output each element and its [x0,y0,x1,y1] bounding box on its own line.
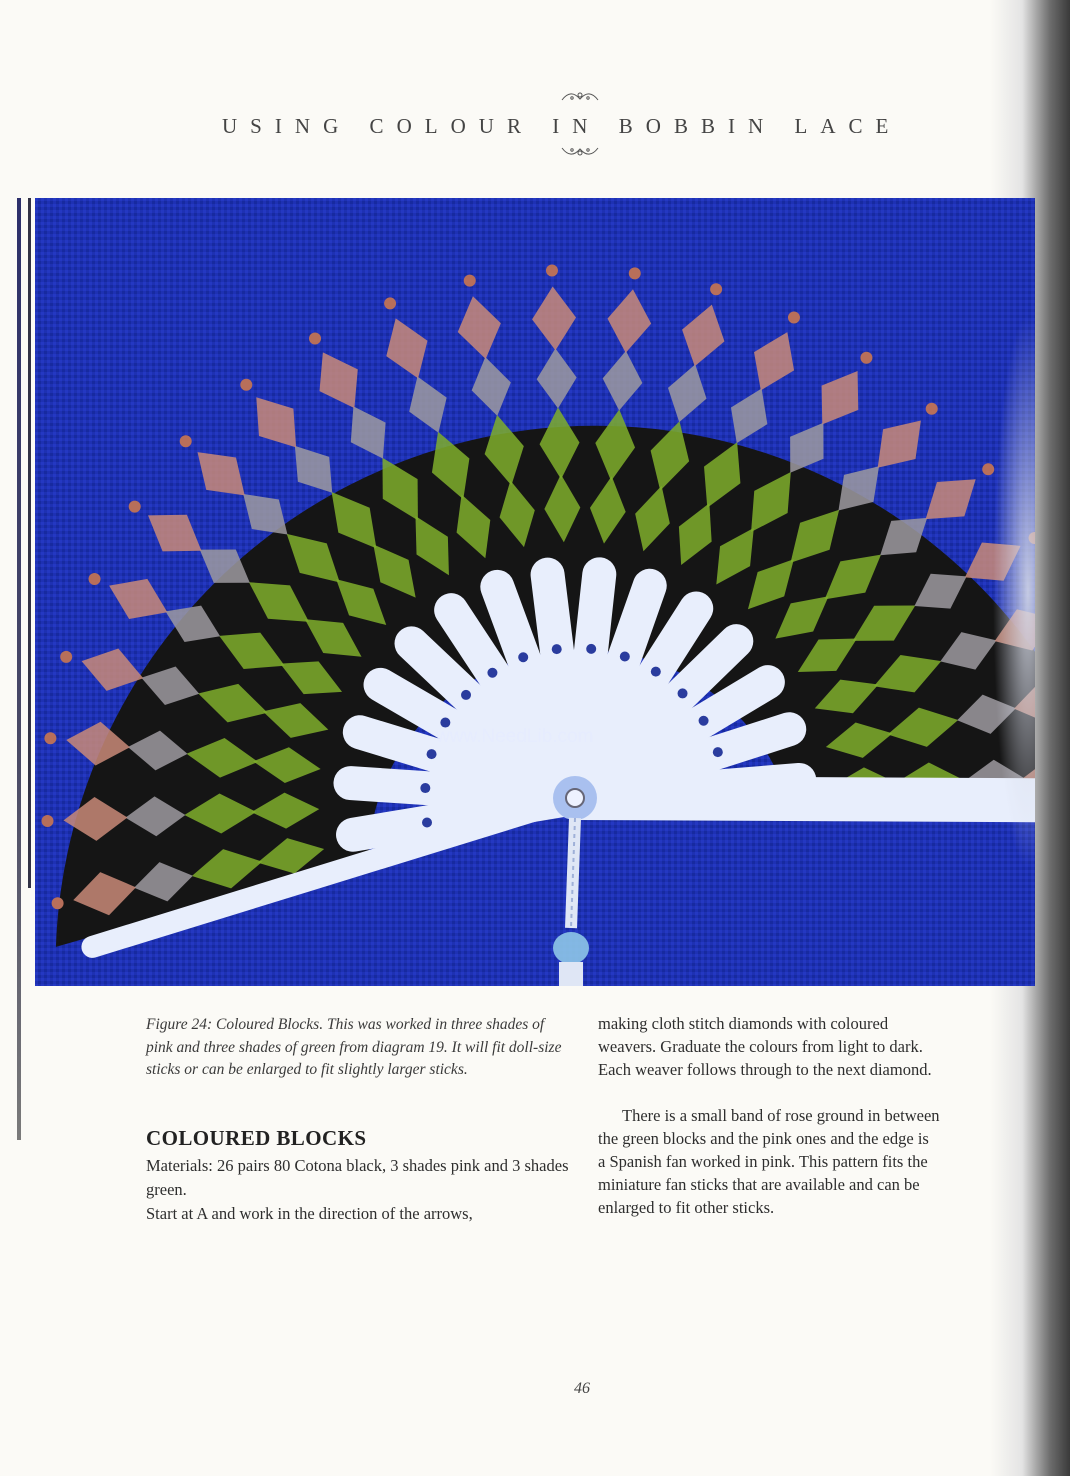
section-heading: COLOURED BLOCKS [146,1126,367,1150]
paragraph-1 [598,1012,1018,1081]
right-column-text [598,1012,1018,1219]
fan-stick-hole [461,690,471,700]
fan-stick-hole [586,644,596,654]
lace-edge-bead [60,651,72,663]
fan-rivet-pin [566,789,584,807]
lace-edge-bead [464,275,476,287]
start-instruction: Start at A and work in the direction of the arrows, [146,1204,473,1223]
paragraph-2 [598,1104,1018,1219]
fan-stick-hole [552,644,562,654]
lace-edge-bead [240,379,252,391]
lace-edge-bead [309,332,321,344]
left-column-text [146,1154,571,1226]
lace-edge-bead [42,815,54,827]
page-edge-bar-inner [28,198,31,888]
lace-edge-bead [788,312,800,324]
paragraph-2-line: a Spanish fan worked in pink. This pattern fits the [598,1152,928,1171]
lace-edge-bead [860,352,872,364]
fan-stick-hole [518,652,528,662]
paragraph-2-line: There is a small band of rose ground in between [622,1106,940,1125]
paragraph-1-line: making cloth stitch diamonds with coloured [598,1014,889,1033]
fan-stick-hole [713,747,723,757]
fan-stick-hole [678,688,688,698]
fan-stick-hole [422,817,432,827]
fan-stick-hole [487,668,497,678]
lace-edge-bead [384,297,396,309]
fan-stick-hole [620,652,630,662]
page-edge-bar [17,198,21,1140]
lace-edge-bead [710,283,722,295]
lace-edge-bead [629,267,641,279]
paragraph-1-line: weavers. Graduate the colours from light to dark. [598,1037,923,1056]
lace-edge-bead [129,501,141,513]
fan-stick-hole [420,783,430,793]
paragraph-2-line: miniature fan sticks that are available and can be [598,1175,920,1194]
paragraph-2-line: the green blocks and the pink ones and the edge is [598,1129,929,1148]
paragraph-2-line: enlarged to fit other sticks. [598,1198,775,1217]
tassel-fringe [559,962,583,986]
figure-caption: Figure 24: Coloured Blocks. This was worked in three shades of pink and three shades of green from diagram 19. It will fit doll-size sticks or can be enlarged to fit slightly larger sticks. [146,1016,562,1078]
lace-edge-bead [44,732,56,744]
fan-stick-hole [427,749,437,759]
paragraph-1-line: Each weaver follows through to the next diamond. [598,1060,932,1079]
fan-stick-hole [651,667,661,677]
running-head: USING COLOUR IN BOBBIN LACE [222,114,902,138]
lace-fan-photograph [35,198,1035,986]
lace-edge-bead [546,265,558,277]
materials-text: Materials: 26 pairs 80 Cotona black, 3 shades pink and 3 shades green. [146,1156,569,1199]
tassel-bead [553,932,589,964]
bottom-ornament-icon [560,144,600,158]
watermark: www.NeedLib.com [436,726,594,747]
lace-edge-bead [180,435,192,447]
page-number: 46 [574,1380,590,1397]
top-ornament-icon [560,90,600,104]
lace-edge-bead [89,573,101,585]
fan-stick-hole [699,716,709,726]
lace-edge-bead [52,897,64,909]
